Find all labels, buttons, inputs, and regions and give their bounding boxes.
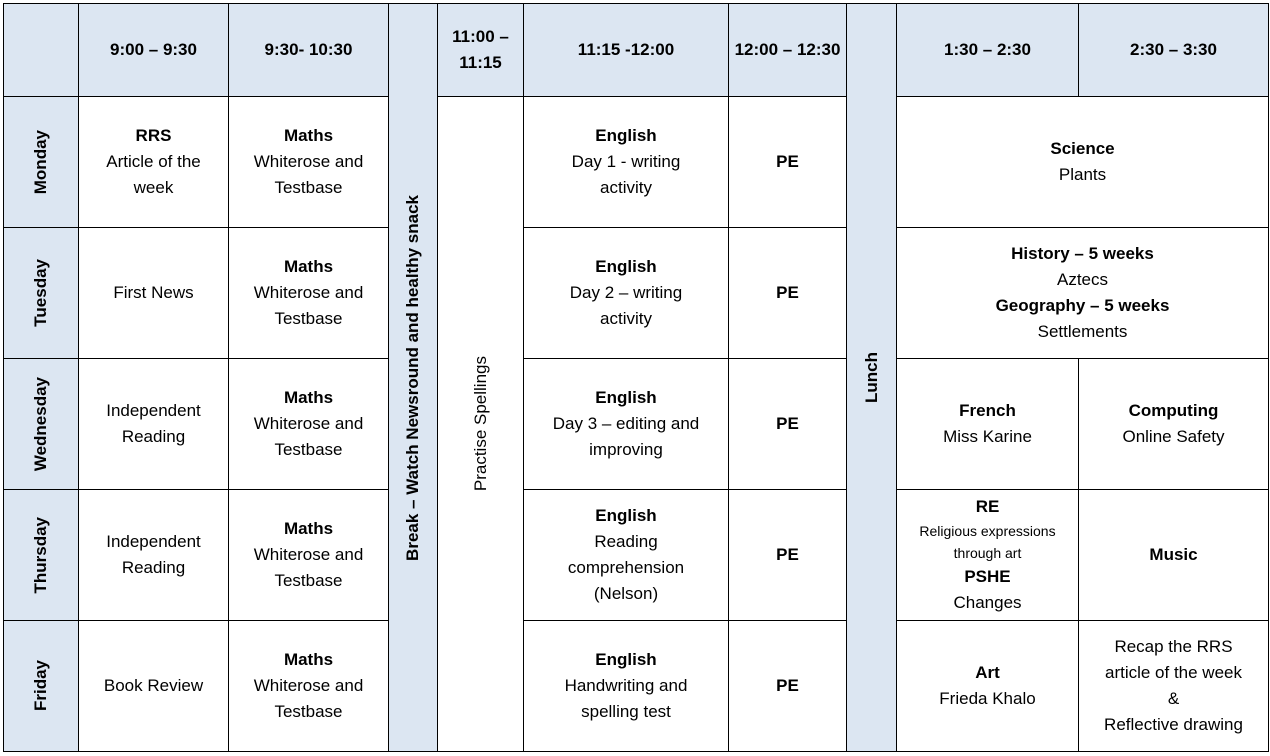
subject: Maths — [283, 126, 334, 145]
monday-pe — [728, 96, 847, 228]
detail: Whiterose and — [253, 414, 364, 433]
subject: PE — [776, 414, 799, 433]
monday-maths — [228, 96, 389, 228]
detail: Independent — [106, 532, 201, 551]
subject: First News — [113, 283, 194, 302]
tuesday-maths — [228, 227, 389, 359]
detail: Testbase — [274, 440, 343, 459]
friday-english — [523, 620, 729, 752]
detail: Frieda Khalo — [939, 689, 1036, 708]
friday-art — [896, 620, 1079, 752]
break-column — [388, 3, 438, 752]
wednesday-reading — [78, 358, 229, 490]
day-monday — [3, 96, 79, 228]
time-label: 2:30 – 3:30 — [1130, 40, 1217, 59]
thursday-maths — [228, 489, 389, 621]
detail: Testbase — [274, 702, 343, 721]
subject: Computing — [1128, 401, 1219, 420]
subject: Maths — [283, 388, 334, 407]
detail: Testbase — [274, 178, 343, 197]
detail: week — [133, 178, 174, 197]
day-tuesday — [3, 227, 79, 359]
detail: spelling test — [581, 702, 671, 721]
detail: Article of the — [106, 152, 201, 171]
header-time-5 — [728, 3, 847, 97]
thursday-pe — [728, 489, 847, 621]
detail: activity — [600, 309, 652, 328]
header-time-1 — [78, 3, 229, 97]
time-label: 12:00 – 12:30 — [734, 40, 841, 59]
break-label: Break – Watch Newsround and healthy snack — [403, 194, 422, 561]
time-label: 9:30- 10:30 — [264, 40, 353, 59]
detail: Settlements — [1037, 322, 1128, 341]
detail: Reading — [594, 532, 658, 551]
detail: (Nelson) — [593, 584, 659, 603]
tuesday-pe — [728, 227, 847, 359]
header-time-4 — [523, 3, 729, 97]
subject: Music — [1149, 545, 1198, 564]
subject: Maths — [283, 257, 334, 276]
thursday-english — [523, 489, 729, 621]
wednesday-french — [896, 358, 1079, 490]
detail: Testbase — [274, 309, 343, 328]
detail: improving — [589, 440, 663, 459]
header-corner — [3, 3, 79, 97]
tuesday-humanities — [896, 227, 1269, 359]
friday-pe — [728, 620, 847, 752]
subject: Science — [1050, 139, 1115, 158]
detail: Day 2 – writing — [569, 283, 683, 302]
day-wednesday — [3, 358, 79, 490]
detail: comprehension — [567, 558, 685, 577]
monday-science — [896, 96, 1269, 228]
day-thursday — [3, 489, 79, 621]
thursday-reading — [78, 489, 229, 621]
time-label: 1:30 – 2:30 — [944, 40, 1031, 59]
detail: Independent — [106, 401, 201, 420]
subject: French — [959, 401, 1016, 420]
wednesday-english — [523, 358, 729, 490]
detail: Aztecs — [1056, 270, 1109, 289]
detail: Whiterose and — [253, 545, 364, 564]
detail: Day 1 - writing — [571, 152, 681, 171]
detail: Day 3 – editing and — [552, 414, 700, 433]
time-label: 9:00 – 9:30 — [110, 40, 197, 59]
subject: RRS — [135, 126, 172, 145]
thursday-music — [1078, 489, 1269, 621]
detail: Whiterose and — [253, 676, 364, 695]
spellings-column — [437, 96, 524, 752]
detail: Religious expressions — [919, 523, 1056, 539]
subject: English — [595, 126, 657, 145]
subject: Maths — [283, 650, 334, 669]
header-time-2 — [228, 3, 389, 97]
day-label: Tuesday — [31, 259, 50, 327]
subject: Geography – 5 weeks — [995, 296, 1170, 315]
day-label: Wednesday — [31, 376, 50, 472]
detail: Whiterose and — [253, 283, 364, 302]
detail: Reading — [121, 427, 186, 446]
lunch-label: Lunch — [861, 352, 881, 403]
day-label: Thursday — [31, 516, 50, 594]
wednesday-pe — [728, 358, 847, 490]
detail: Whiterose and — [253, 152, 364, 171]
subject: English — [595, 257, 657, 276]
subject: English — [595, 650, 657, 669]
subject: PE — [776, 545, 799, 564]
header-time-3 — [437, 3, 524, 97]
subject: English — [595, 506, 657, 525]
subject: PE — [776, 283, 799, 302]
subject: PSHE — [964, 567, 1011, 586]
detail: Plants — [1058, 165, 1107, 184]
detail: through art — [953, 545, 1022, 561]
tuesday-english — [523, 227, 729, 359]
time-label: 11:15 -12:00 — [577, 40, 675, 59]
subject: English — [595, 388, 657, 407]
lunch-column — [846, 3, 897, 752]
tuesday-first-news — [78, 227, 229, 359]
friday-book-review — [78, 620, 229, 752]
detail: & — [1167, 689, 1180, 708]
subject: Book Review — [103, 676, 204, 695]
friday-recap — [1078, 620, 1269, 752]
subject: RE — [975, 497, 1000, 516]
wednesday-computing — [1078, 358, 1269, 490]
thursday-re-pshe — [896, 489, 1079, 621]
header-time-6 — [896, 3, 1079, 97]
detail: Changes — [953, 593, 1022, 612]
monday-english — [523, 96, 729, 228]
subject: Art — [975, 663, 1000, 682]
day-label: Friday — [31, 660, 50, 712]
subject: PE — [776, 676, 799, 695]
subject: PE — [776, 152, 799, 171]
wednesday-maths — [228, 358, 389, 490]
detail: Testbase — [274, 571, 343, 590]
detail: activity — [600, 178, 652, 197]
detail: Reading — [121, 558, 186, 577]
time-label: 11:00 – 11:15 — [452, 27, 509, 72]
day-label: Monday — [31, 129, 50, 195]
subject: History – 5 weeks — [1011, 244, 1154, 263]
detail: Handwriting and — [564, 676, 688, 695]
subject: Maths — [283, 519, 334, 538]
detail: Reflective drawing — [1104, 715, 1243, 734]
detail: Online Safety — [1122, 427, 1225, 446]
spellings-label: Practise Spellings — [470, 356, 490, 492]
day-friday — [3, 620, 79, 752]
detail: article of the week — [1104, 663, 1242, 682]
friday-maths — [228, 620, 389, 752]
monday-rrs — [78, 96, 229, 228]
header-time-7 — [1078, 3, 1269, 97]
detail: Recap the RRS — [1114, 637, 1233, 656]
detail: Miss Karine — [943, 427, 1032, 446]
